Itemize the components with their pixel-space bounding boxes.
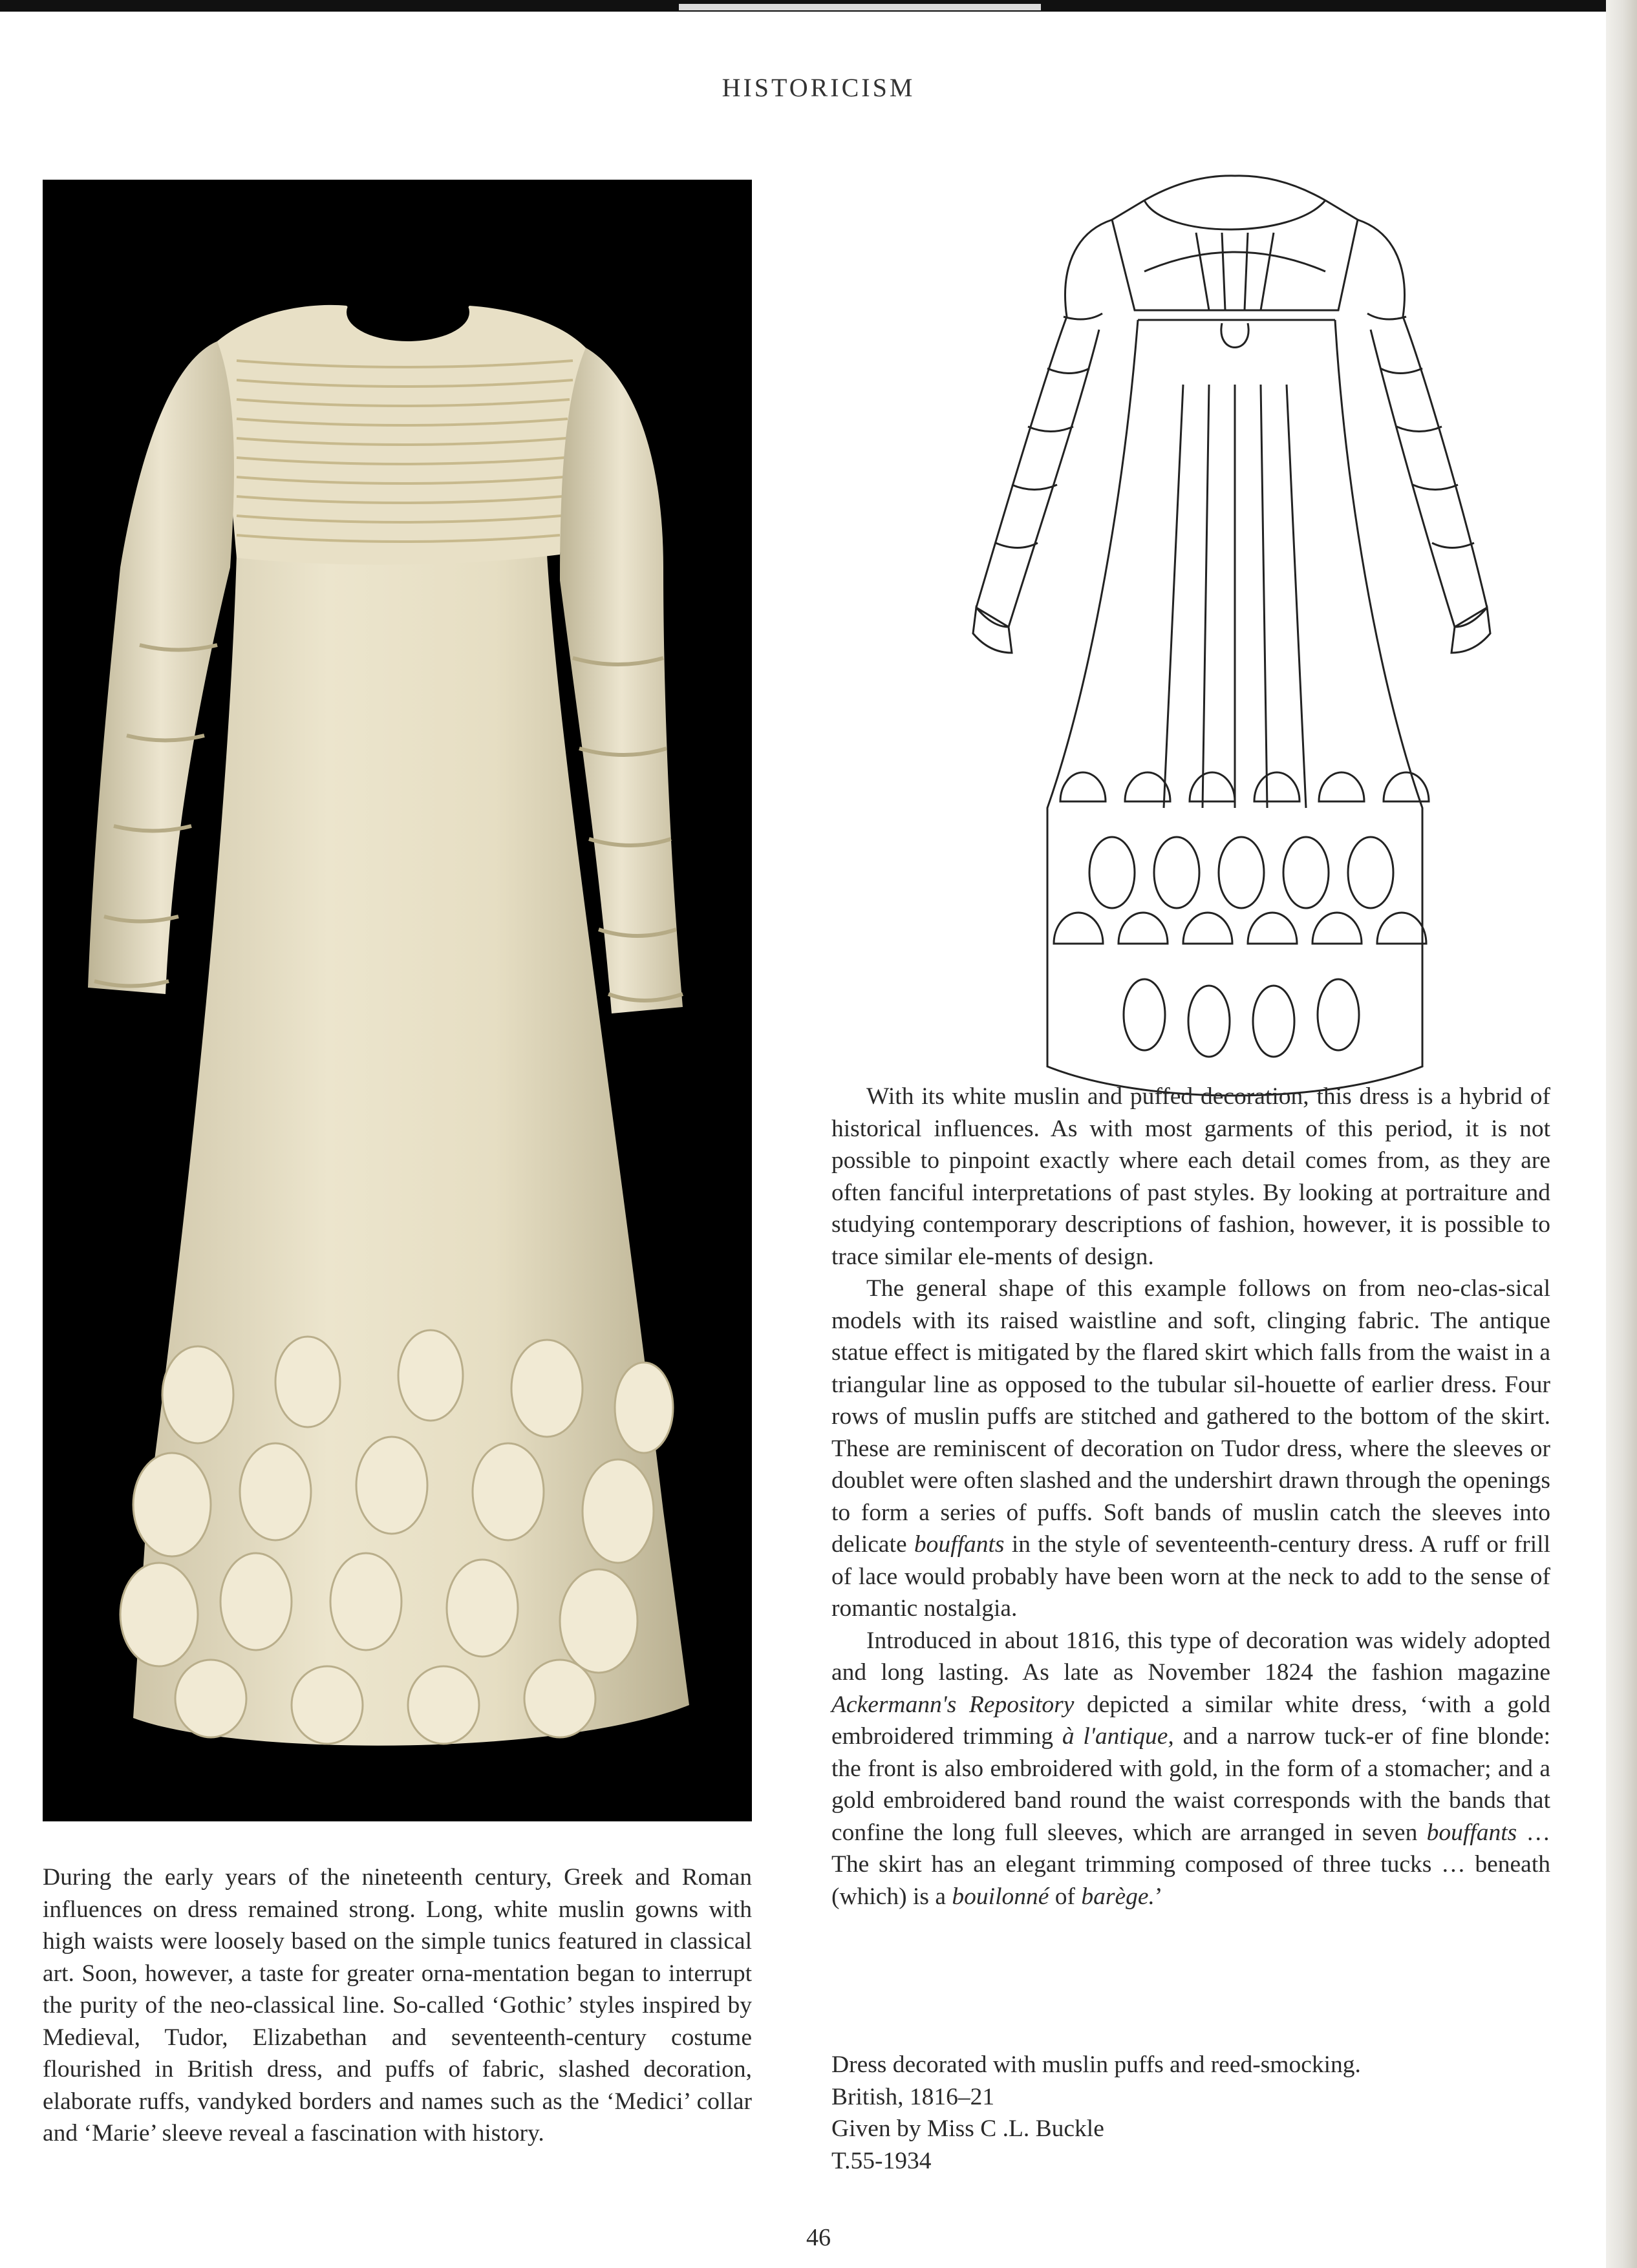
paragraph-3-text-c: and a narrow tuck-er of fine blonde: the front is also embroidered with gold, in the form of a stomacher; and a gold embroidered band round the waist corresponds with the bands that confine the long full sleeves, which are arranged in seven [831, 1723, 1550, 1846]
caption-museum-number: T.55-1934 [831, 2147, 932, 2174]
paragraph-3-italic-5: barège. [1081, 1883, 1155, 1910]
main-text [831, 1081, 1550, 1913]
paragraph-1 [831, 1081, 1550, 1273]
intro-text [43, 1861, 752, 2150]
dress-photo-illustration [43, 180, 752, 1821]
object-caption [831, 2049, 1550, 2177]
scan-top-edge-gap [679, 4, 1041, 10]
dress-line-drawing [950, 162, 1506, 1144]
dress-photograph [43, 180, 752, 1821]
paragraph-1-text: With its white muslin and puffed decoration, this dress is a hybrid of historical influences. As with most garments of this period, it is not possible to pinpoint exactly where each detail comes from, as they are often fanciful interpretations of past styles. By looking at portraiture and studying contemporary descriptions of fashion, however, it is possible to trace similar ele-ments of design. [831, 1083, 1550, 1270]
paragraph-2-text-b: in the style of seventeenth-century dress. A ruff or frill of lace would probably have been worn at the neck to add to the sense of romantic nostalgia. [831, 1531, 1550, 1622]
running-head: HISTORICISM [722, 73, 915, 102]
paragraph-2-italic-1: bouffants [914, 1531, 1005, 1558]
caption-credit: Given by Miss C .L. Buckle [831, 2115, 1104, 2142]
caption-origin-date: British, 1816–21 [831, 2083, 995, 2110]
intro-paragraph: During the early years of the nineteenth century, Greek and Roman influences on dress remained strong. Long, white muslin gowns with high waists were loosely based on the simple tunics featured in classical art. Soon, however, a taste for greater orna-mentation began to interrupt the purity of the neo-classical line. So-called ‘Gothic’ styles inspired by Medieval, Tudor, Elizabethan and seventeenth-century costume flourished in British dress, and puffs of fabric, slashed decoration, elaborate ruffs, vandyked borders and names such as the ‘Medici’ collar and ‘Marie’ sleeve reveal a fascination with history. [43, 1864, 752, 2146]
paragraph-2-text-a: The general shape of this example follows on from neo-clas-sical models with its raised waistline and soft, clinging fabric. The antique statue effect is mitigated by the flared skirt which falls from the waist in a triangular line as opposed to the tubular sil-houette of earlier dress. Four rows of muslin puffs are stitched and gathered to the bottom of the skirt. These are reminiscent of decoration on Tudor dress, where the sleeves or doublet were often slashed and the undershirt drawn through the openings to form a series of puffs. Soft bands of muslin catch the sleeves into delicate [831, 1275, 1550, 1558]
caption-title: Dress decorated with muslin puffs and reed-smocking. [831, 2051, 1361, 2078]
paragraph-3 [831, 1625, 1550, 1913]
paragraph-3-italic-3: bouffants [1426, 1819, 1517, 1846]
paragraph-3-text-d: …The skirt has an elegant trimming composed of three tucks … beneath (which) is a [831, 1819, 1550, 1910]
paragraph-3-text-b: depicted a similar white dress, ‘with a gold embroidered trimming [831, 1691, 1550, 1750]
paragraph-3-text-e: of [1049, 1883, 1082, 1910]
dress-drawing-illustration [950, 162, 1506, 1144]
paragraph-3-text-a: Introduced in about 1816, this type of decoration was widely adopted and long lasting. As late as November 1824 the fashion magazine [831, 1627, 1550, 1686]
page-number: 46 [806, 2224, 831, 2251]
paragraph-3-italic-2: à l'antique, [1062, 1723, 1174, 1750]
paragraph-3-italic-4: bouilonné [952, 1883, 1049, 1910]
paragraph-2 [831, 1273, 1550, 1625]
paragraph-3-text-f: ’ [1154, 1883, 1163, 1910]
page-gutter-shadow [1606, 0, 1637, 2268]
paragraph-3-italic-1: Ackermann's Repository [831, 1691, 1075, 1718]
